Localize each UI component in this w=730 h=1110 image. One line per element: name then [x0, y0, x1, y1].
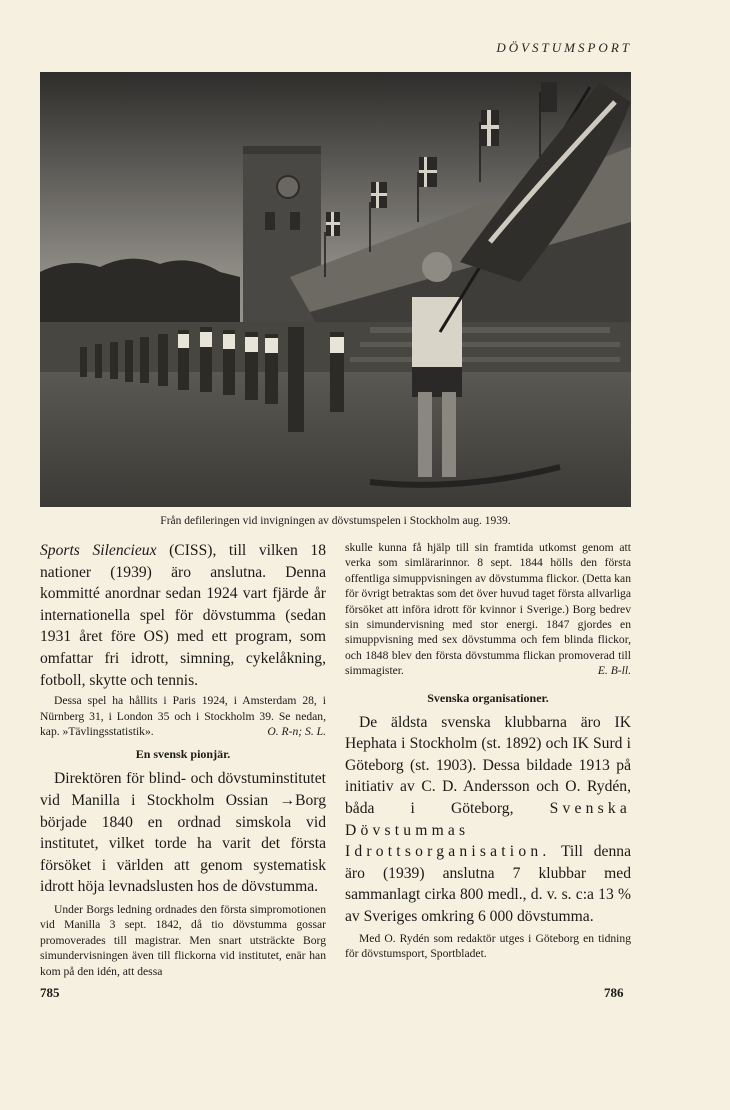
- organisation-name: Svenska Dövstummas Idrottsorganisation.: [345, 800, 631, 861]
- clubs-text-b: Till denna äro (1939) anslutna 7 klubbar med sammanlagt cirka 800 medl., d. v. s. c:a 13 % av Sveriges omkring 6 000 dövstumma.: [345, 843, 631, 925]
- section-heading-organisations: Svenska organisationer.: [427, 690, 549, 705]
- swim-girls-paragraph: [345, 540, 631, 679]
- section-heading-pioneer: En svensk pionjär.: [135, 747, 231, 762]
- org-name: Sports Silencieux: [40, 542, 157, 559]
- author-signature: O. R-n; S. L.: [267, 724, 326, 738]
- page-number-left: 785: [40, 985, 60, 1000]
- running-head: DÖVSTUMSPORT: [496, 40, 632, 55]
- clubs-paragraph: [345, 712, 631, 928]
- borg-paragraph: Direktören för blind- och dövstuminstitutet vid Manilla i Stockholm Ossian →Borg började 1840 en ordnad simskola vid institutet, vilket torde ha varit det första försöket i världen att genom systematisk idrott höja levnadslusten hos de dövstumma.: [40, 770, 326, 896]
- opening-ceremony-photo: [40, 72, 631, 507]
- clubs-text-a: De äldsta svenska klubbarna äro IK Hephata i Stockholm (st. 1892) och IK Surd i Göteborg (st. 1903). Dessa bildade 1913 på initiativ av C. D. Andersson och O. Rydén, båda i Göteborg,: [345, 713, 631, 818]
- games-history-paragraph: [40, 693, 326, 739]
- author-signature-2: E. B-ll.: [597, 664, 631, 678]
- page-number-right: 786: [604, 985, 624, 1000]
- swim-girls-text: skulle kunna få hjälp till sin framtida utkomst genom att verka som simlärarinnor. 8 sept. 1844 hölls den första offentliga simuppvisningen av dövstumma flickor. (Detta kan för övrigt betraktas som det över huvud taget första allvarliga försöket att införa idrott för kvinnor i Sverige.) Borg bedrev sin simundervisning med stor energi. 1847 gjordes en simuppvisning med sex dövstumma och fem blinda flickor, och 1848 blev den första dövstumma flickan promoverad till simmagister.: [345, 541, 631, 678]
- intro-paragraph: [40, 540, 326, 691]
- newspaper-paragraph: Med O. Rydén som redaktör utges i Göteborg en tidning för dövstumsport, Sportbladet.: [345, 931, 631, 960]
- left-column: [40, 540, 326, 979]
- right-column: [345, 540, 631, 961]
- games-history-text: Dessa spel ha hållits i Paris 1924, i Amsterdam 28, i Nürnberg 31, i London 35 och i Stockholm 39. Se nedan, kap. »Tävlingsstatistik».: [40, 694, 326, 738]
- swim-promotion-paragraph: Under Borgs ledning ordnades den första simpromotionen vid Manilla 3 sept. 1842, då tio dövstumma gossar promoverades till magistrar. Men snart utsträckte Borg simundervisningen även till flickorna vid institutet, enär han kom på den idén, att dessa: [40, 902, 326, 978]
- photo-illustration: [40, 72, 631, 507]
- photo-caption: Från defileringen vid invigningen av dövstumspelen i Stockholm aug. 1939.: [160, 515, 511, 527]
- intro-text: (CISS), till vilken 18 nationer (1939) äro anslutna. Denna kommitté anordnar sedan 1924 vart fjärde år internationella spel för dövstumma (sedan 1931 året före OS) med ett program, som omfattar fri idrott, simning, cykelåkning, fotboll, skytte och tennis.: [40, 542, 326, 689]
